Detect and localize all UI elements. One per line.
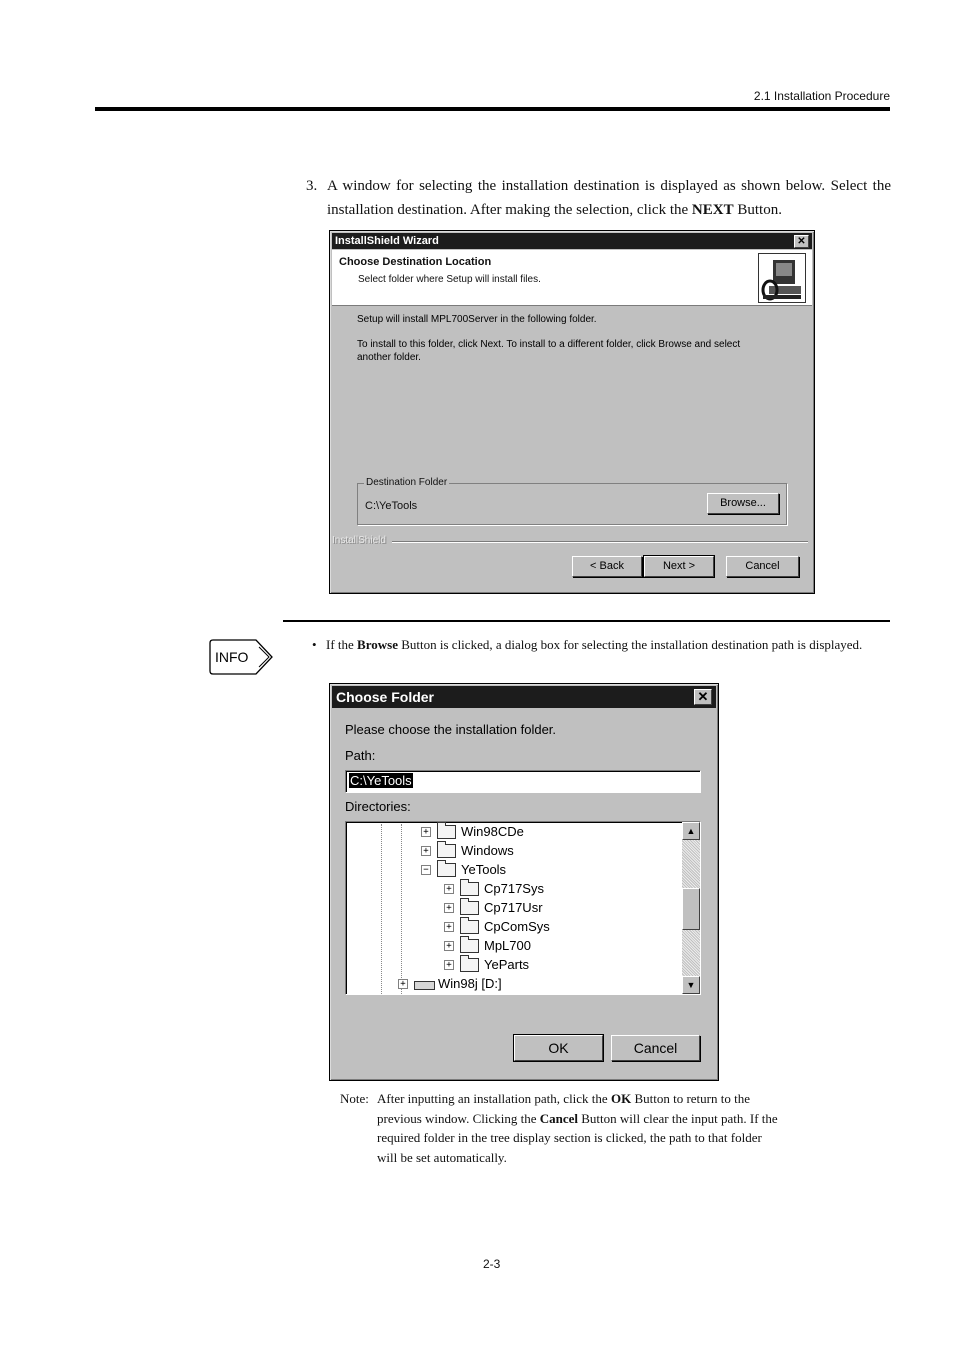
note [340,1089,780,1167]
tree-node-label: Cp717Sys [484,881,544,896]
close-icon[interactable]: ✕ [694,689,712,705]
expand-icon[interactable]: + [421,827,431,837]
note-text-part: After inputting an installation path, click the [377,1091,611,1106]
destination-path: C:\YeTools [365,500,418,512]
tree-scrollbar[interactable] [682,822,700,994]
section-rule [283,620,890,622]
path-value: C:\YeTools [350,773,412,788]
expand-icon[interactable]: + [421,846,431,856]
banner-subheading: Select folder where Setup will install files. [358,274,541,285]
body-line-1: Setup will install MPL700Server in the following folder. [357,314,597,325]
installshield-titlebar [332,233,812,249]
folder-icon [437,825,456,839]
installshield-brand: InstallShield [332,535,386,546]
scroll-down-icon[interactable]: ▼ [682,976,700,994]
step-text-end: Button. [733,202,782,218]
tree-node-label: Win98j [D:] [438,976,502,991]
info-text-end: Button is clicked, a dialog box for selecting the installation destination path is displayed. [397,637,863,652]
open-folder-icon [437,863,456,877]
path-input[interactable] [345,770,701,793]
choose-folder-prompt: Please choose the installation folder. [345,722,557,737]
scroll-up-icon[interactable]: ▲ [682,822,700,840]
tree-node-label: YeParts [484,957,530,972]
cancel-button[interactable]: Cancel [726,556,799,577]
step-number: 3. [306,178,318,194]
choose-folder-title: Choose Folder [336,689,435,705]
choose-folder-dialog [329,683,719,1081]
cancel-button[interactable]: Cancel [611,1035,700,1061]
running-header: 2.1 Installation Procedure [753,89,890,103]
step-text-part: A window for selecting the installation destination is displayed as shown below. Select the installation destination. After making the selection, click the [327,178,891,218]
expand-icon[interactable]: + [444,941,454,951]
installshield-banner [332,250,812,306]
drive-icon [414,981,435,990]
folder-icon [437,844,456,858]
folder-icon [460,958,479,972]
note-tag: Note: [340,1091,369,1106]
folder-icon [460,882,479,896]
tree-node-label: CpComSys [484,919,550,934]
info-badge-label: INFO [215,649,249,665]
tree-node-label: Windows [461,843,514,858]
collapse-icon[interactable]: − [421,865,431,875]
browse-button[interactable]: Browse... [707,493,779,514]
choose-folder-titlebar [332,686,716,708]
destination-folder-group [357,477,787,525]
info-text-part: If the [326,637,358,652]
note-bold: Cancel [539,1110,579,1126]
note-text-part: Button will clear the input path. If the required folder in the tree display section is clicked, the path to that folder will be set automatically. [377,1110,778,1165]
installshield-title: InstallShield Wizard [335,235,439,247]
folder-icon [460,939,479,953]
body-line-2: To install to this folder, click Next. To install to a different folder, click Browse and select another folder. [357,339,741,363]
banner-heading: Choose Destination Location [339,256,492,268]
step-bold: NEXT [691,202,734,218]
folder-icon [460,901,479,915]
info-badge-icon [208,637,276,682]
directories-label: Directories: [345,799,411,814]
destination-folder-label: Destination Folder [366,477,448,488]
tree-node-label: MpL700 [484,938,531,953]
ok-button[interactable]: OK [514,1035,603,1061]
tree-guide [401,824,402,994]
brand-separator [392,541,808,543]
expand-icon[interactable]: + [444,903,454,913]
page-number: 2-3 [483,1257,501,1271]
step-3 [306,174,891,222]
note-bold: OK [610,1091,632,1106]
tree-node-label: Win98CDe [461,824,524,839]
header-rule [95,107,890,111]
path-label: Path: [345,748,376,763]
expand-icon[interactable]: + [444,922,454,932]
folder-icon [460,920,479,934]
installshield-dialog [329,230,815,594]
expand-icon[interactable]: + [444,960,454,970]
back-button[interactable]: < Back [572,556,642,577]
directory-tree[interactable] [345,821,701,995]
step-text [327,174,891,222]
tree-guide [381,824,382,994]
bullet: • [312,637,317,652]
info-note [312,635,890,655]
note-text [377,1089,780,1167]
close-icon[interactable]: ✕ [794,235,809,248]
tree-node-label: YeTools [461,862,507,877]
expand-icon[interactable]: + [398,979,408,989]
scroll-thumb[interactable] [682,888,700,930]
expand-icon[interactable]: + [444,884,454,894]
info-bold: Browse [357,637,398,652]
computer-setup-icon [758,253,806,303]
info-text [326,635,890,655]
note-text-part: Button to return to the previous window. Clicking the [377,1091,750,1126]
next-button[interactable]: Next > [644,556,714,577]
tree-node-label: Cp717Usr [484,900,543,915]
